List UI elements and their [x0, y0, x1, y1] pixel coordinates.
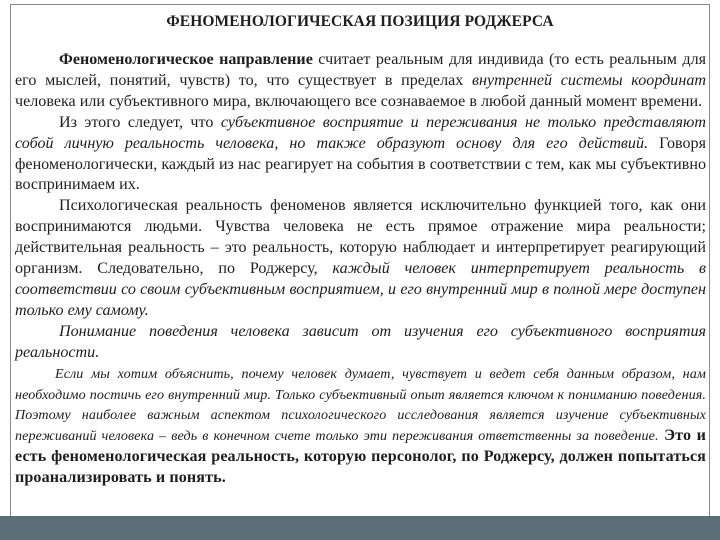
paragraph-2 [15, 113, 706, 197]
bottom-bar [0, 516, 720, 540]
p2-text-2: Говоря феноменологически, каждый из нас реагирует на события в соответствии с тем, как мы субъективно воспринимаем их. [15, 134, 706, 194]
paragraph-1 [15, 50, 706, 113]
p4-italic-1: Понимание поведения человека зависит от изучения его субъективного восприятия реальности. [15, 322, 706, 361]
paragraph-3 [15, 196, 706, 321]
p5-italic-1: Если мы хотим объяснить, почему человек думает, чувствует и ведет себя данным образом, нам необходимо постичь его внутренний мир. Только субъективный опыт является ключом к пониманию поведения. Поэтому наиболее важным аспектом психологического исследования является изучение субъективных переживаний человека – ведь в конечном счете только эти переживания ответственны за поведение. [15, 365, 706, 445]
p3-text-1: Психологическая реальность феноменов является исключительно функцией того, как они воспринимаются людьми. Чувства человека не есть прямое отражение мира реальности; действительная реальность – это реальность, которую наблюдает и интерпретирует реагирующий организм. Следовательно, по Роджерсу, [15, 197, 706, 278]
p3-italic-1: каждый человек интерпретирует реальность в соответствии со своим субъективным восприятием, и его внутренний мир в полной мере доступен только ему самому. [15, 260, 706, 319]
paragraph-4 [15, 322, 706, 364]
p1-text-2: человека или субъективного мира, включающего все сознаваемое в любой данный момент времени. [15, 92, 703, 110]
p1-text-1: считает реальным для индивида (то есть реальным для его мыслей, понятий, чувств) то, что существует в пределах [15, 51, 706, 89]
p2-italic-1: субъективное восприятие и переживания не только представляют собой личную реальность человека, но также образуют основу для его действий. [15, 113, 706, 152]
p2-text-1: Из этого следует, что [59, 113, 221, 131]
term-phenomenological: Феноменологическое направление [59, 51, 313, 68]
body-text [15, 50, 706, 489]
p1-italic-1: внутренней системы координат [471, 71, 706, 89]
paragraph-5-quote [15, 364, 706, 489]
slide-title: ФЕНОМЕНОЛОГИЧЕСКАЯ ПОЗИЦИЯ РОДЖЕРСА [166, 13, 554, 30]
conclusion-bold: Это и есть феноменологическая реальность, которую персонолог, по Роджерсу, должен попытаться проанализировать и понять. [15, 427, 706, 487]
